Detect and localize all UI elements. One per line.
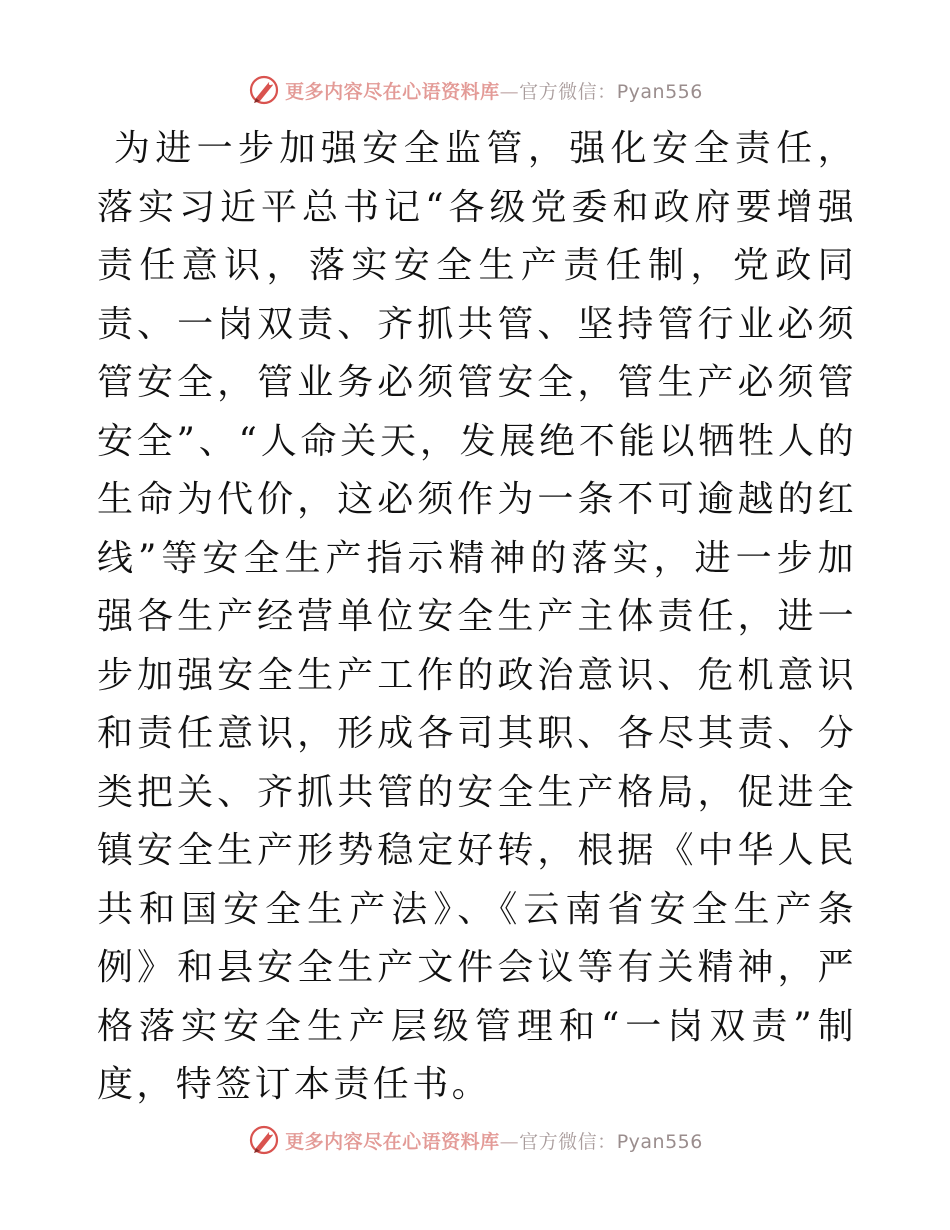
banner-separator: — (499, 1130, 520, 1153)
banner-text (285, 1127, 703, 1154)
banner-main-text: 更多内容尽在心语资料库 (285, 80, 500, 103)
banner-main-text: 更多内容尽在心语资料库 (285, 1130, 500, 1153)
document-paragraph: 为进一步加强安全监管，强化安全责任，落实习近平总书记“各级党委和政府要增强责任意识，落实安全生产责任制，党政同责、一岗双责、齐抓共管、坚持管行业必须管安全，管业务必须管安全，管生产必须管安全”、“人命关天，发展绝不能以牺牲人的生命为代价，这必须作为一条不可逾越的红线”等安全生产指示精神的落实，进一步加强各生产经营单位安全生产主体责任，进一步加强安全生产工作的政治意识、危机意识和责任意识，形成各司其职、各尽其责、分类把关、齐抓共管的安全生产格局，促进全镇安全生产形势稳定好转，根据《中华人民共和国安全生产法》、《云南省安全生产条例》和县安全生产文件会议等有关精神，严格落实安全生产层级管理和“一岗双责”制度，特签订本责任书。 (97, 128, 857, 1105)
banner-separator: — (499, 80, 520, 103)
header-watermark-banner (0, 70, 950, 110)
pen-logo-icon (247, 73, 281, 107)
pen-logo-icon (247, 1123, 281, 1157)
banner-text (285, 77, 703, 104)
footer-watermark-banner (0, 1120, 950, 1160)
banner-wechat-id: Pyan556 (616, 1130, 703, 1153)
banner-wechat-label: 官方微信： (519, 1130, 617, 1153)
banner-wechat-id: Pyan556 (616, 80, 703, 103)
banner-wechat-label: 官方微信： (519, 80, 617, 103)
